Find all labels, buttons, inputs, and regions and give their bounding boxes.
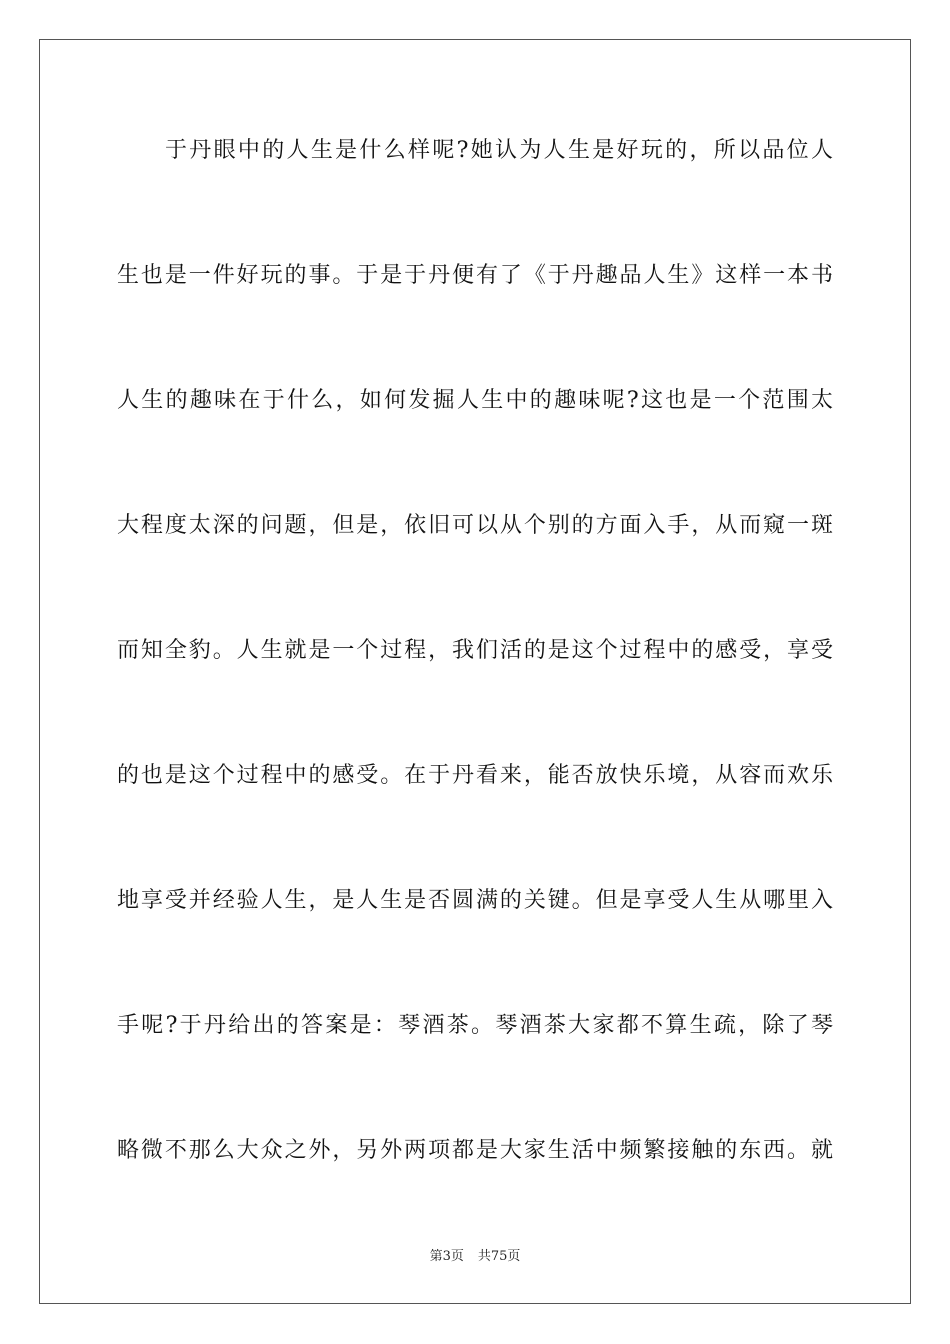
paragraph-line: 生也是一件好玩的事。于是于丹便有了《于丹趣品人生》这样一本书: [117, 263, 833, 288]
paragraph-line: 的也是这个过程中的感受。在于丹看来，能否放快乐境，从容而欢乐: [117, 763, 833, 788]
paragraph-line: 大程度太深的问题，但是，依旧可以从个别的方面入手，从而窥一斑: [117, 513, 833, 538]
page-number: 第3页: [429, 1249, 464, 1264]
paragraph-line: 而知全豹。人生就是一个过程，我们活的是这个过程中的感受，享受: [117, 638, 833, 663]
page-border: [39, 39, 911, 1304]
paragraph-line: 人生的趣味在于什么，如何发掘人生中的趣味呢?这也是一个范围太: [117, 388, 833, 413]
paragraph-line: 略微不那么大众之外，另外两项都是大家生活中频繁接触的东西。就: [117, 1138, 833, 1163]
paragraph-line: 手呢?于丹给出的答案是：琴酒茶。琴酒茶大家都不算生疏，除了琴: [117, 1013, 833, 1038]
paragraph-line: 于丹眼中的人生是什么样呢?她认为人生是好玩的，所以品位人: [165, 138, 833, 163]
page-total: 共75页: [477, 1249, 521, 1264]
page-footer: [0, 1247, 950, 1267]
paragraph-line: 地享受并经验人生，是人生是否圆满的关键。但是享受人生从哪里入: [117, 888, 833, 913]
